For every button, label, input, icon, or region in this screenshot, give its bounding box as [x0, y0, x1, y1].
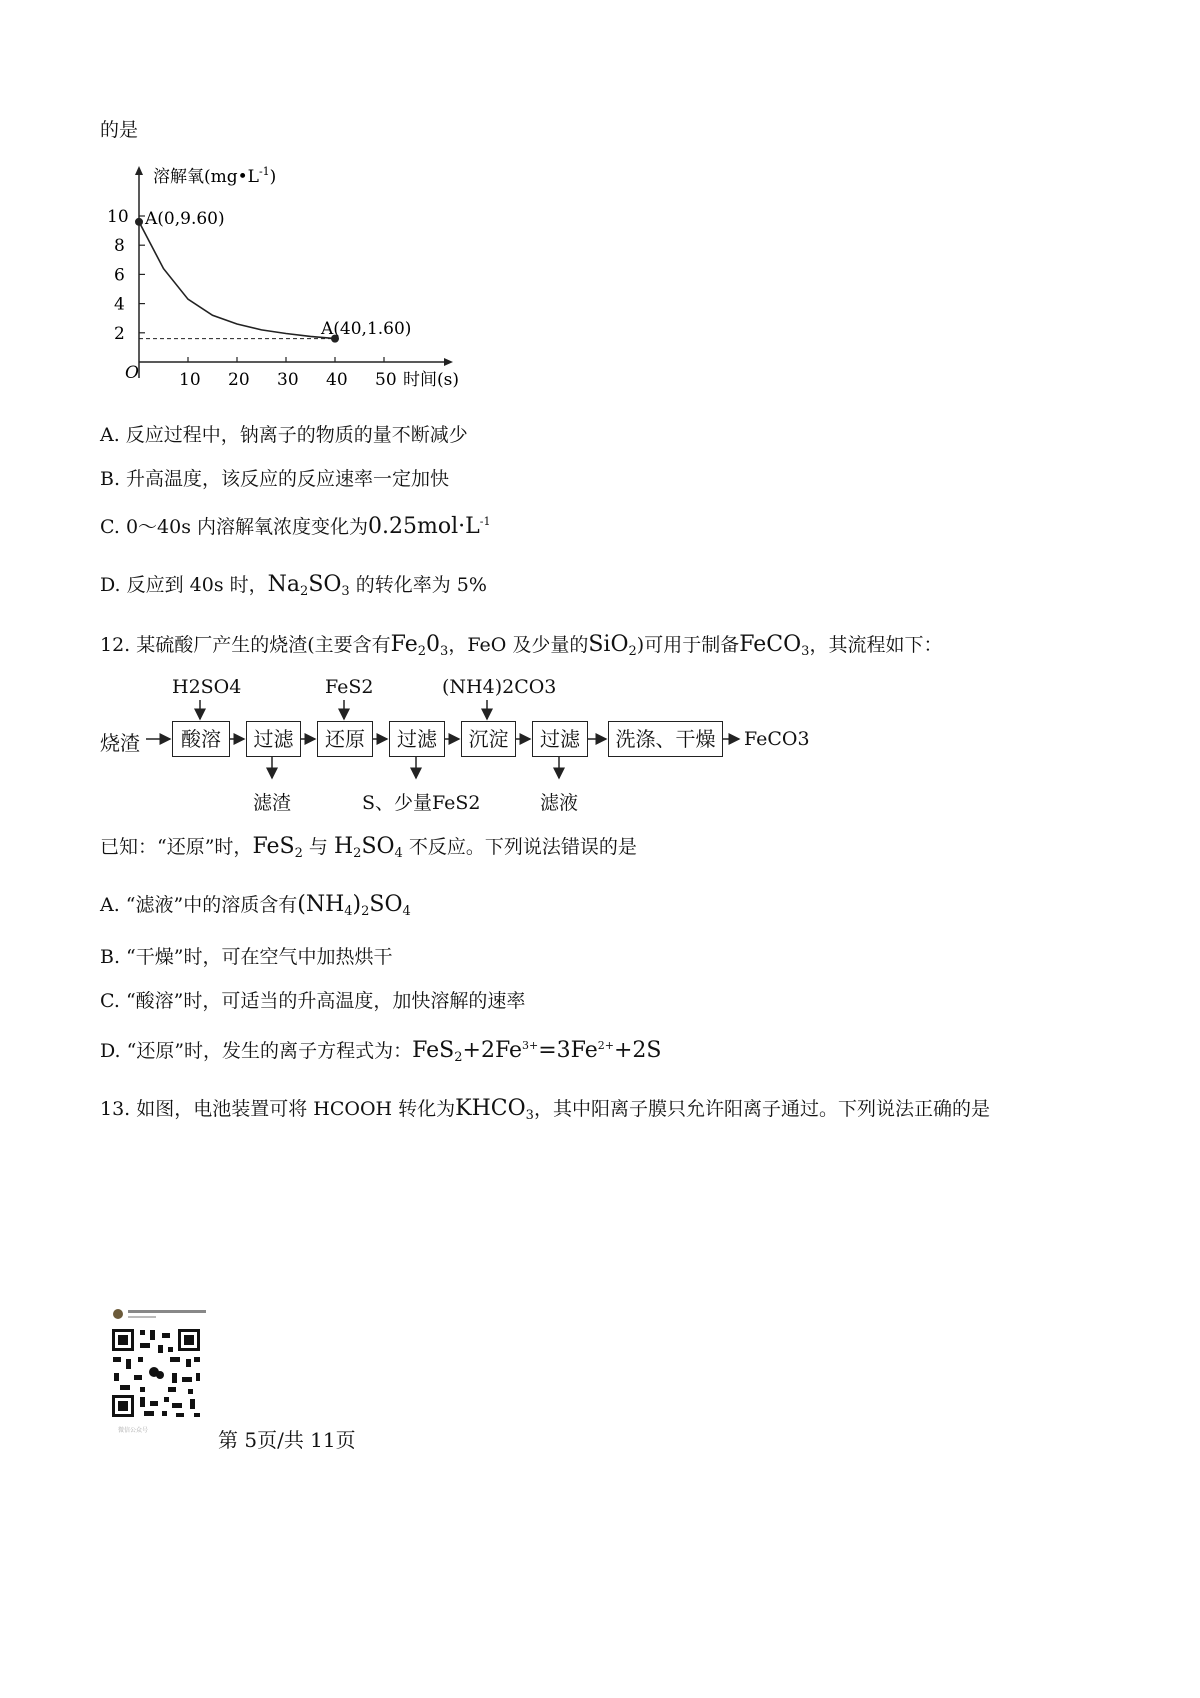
qr-caption: 微信公众号	[118, 1427, 149, 1434]
flow-step-filter-3: 过滤	[532, 721, 588, 757]
qr-code-block	[110, 1305, 210, 1435]
y-tick-label: 8	[114, 236, 125, 257]
x-tick-label: 20	[228, 370, 250, 390]
flow-step-filter-1: 过滤	[246, 721, 301, 757]
avatar-icon	[113, 1309, 123, 1319]
point-a	[135, 218, 143, 226]
flow-out-filtrate: 滤液	[540, 792, 579, 814]
q12-option-c: C. “酸溶”时，可适当的升高温度，加快溶解的速率	[100, 990, 526, 1012]
x-tick-label: 40	[326, 370, 348, 390]
x-axis-label: 时间(s)	[403, 370, 459, 390]
q13-stem: 13. 如图，电池装置可将 HCOOH 转化为$KHCO_3$，其中阳离子膜只允许阳离子通过。下列说法正确的是	[100, 1096, 990, 1123]
q12-stem: 12. 某硫酸厂产生的烧渣(主要含有$Fe_20_3$，FeO 及少量的SiO$_2$)可用于制备FeCO$_3$，其流程如下：	[100, 632, 943, 659]
flow-step-reduce: 还原	[317, 721, 373, 757]
account-name-line	[128, 1310, 206, 1313]
flow-step-acid-dissolve: 酸溶	[172, 721, 230, 757]
x-tick-label: 50	[375, 370, 397, 390]
flow-reagent-h2so4: H2SO4	[172, 676, 242, 698]
flow-reagent-fes2: FeS2	[325, 676, 374, 698]
y-axis-arrow-icon	[135, 166, 143, 175]
flow-out-residue: 滤渣	[253, 792, 292, 814]
flow-step-wash-dry: 洗涤、干燥	[608, 721, 723, 757]
flow-end: FeCO3	[744, 728, 810, 750]
flow-arrows	[0, 0, 1200, 820]
q11-option-c: C. 0～40s 内溶解氧浓度变化为$0.25mol\cdot L^{-1}$	[100, 514, 491, 539]
q12-option-d: D. “还原”时，发生的离子方程式为：$FeS_2+2Fe^{3+}=3Fe^{2+}+2S$	[100, 1038, 662, 1065]
q12-option-b: B. “干燥”时，可在空气中加热烘干	[100, 946, 393, 968]
y-tick-label: 6	[114, 265, 125, 286]
q11-option-a: A. 反应过程中，钠离子的物质的量不断减少	[100, 424, 468, 446]
curve-line	[139, 222, 335, 339]
x-axis-arrow-icon	[444, 358, 453, 366]
y-axis-label: 溶解氧$(mg•L^{-1})$	[153, 165, 277, 187]
account-sub-line	[128, 1316, 156, 1318]
flow-start: 烧渣	[100, 731, 140, 755]
y-tick-label: 2	[114, 323, 125, 344]
intro-text: 的是	[100, 119, 139, 141]
x-tick-label: 30	[277, 370, 299, 390]
flow-step-filter-2: 过滤	[389, 721, 445, 757]
q12-known: 已知：“还原”时，FeS$_2$ 与 $H_2SO_4$ 不反应。下列说法错误的是	[100, 834, 637, 861]
dissolved-oxygen-graph	[95, 160, 485, 395]
point-b-label: A(40,1.60)	[321, 319, 412, 339]
point-a-label: A(0,9.60)	[145, 209, 225, 229]
x-tick-label: 10	[179, 370, 201, 390]
y-tick-label: 10	[107, 207, 129, 227]
flow-out-sulfur: S、少量FeS2	[362, 792, 481, 814]
y-tick-label: 4	[114, 294, 125, 315]
q11-option-b: B. 升高温度，该反应的反应速率一定加快	[100, 468, 450, 490]
page-number: 第 5页/共 11页	[218, 1428, 356, 1452]
q11-option-d: D. 反应到 40s 时，$Na_2SO_3$ 的转化率为 5%	[100, 572, 487, 599]
flow-step-precipitate: 沉淀	[461, 721, 516, 757]
q12-option-a: A. “滤液”中的溶质含有$(NH_4)_2SO_4$	[100, 892, 411, 919]
qr-code-icon	[110, 1327, 202, 1419]
flow-reagent-nh4co3: (NH4)2CO3	[442, 676, 557, 698]
origin-label: O	[125, 363, 139, 383]
